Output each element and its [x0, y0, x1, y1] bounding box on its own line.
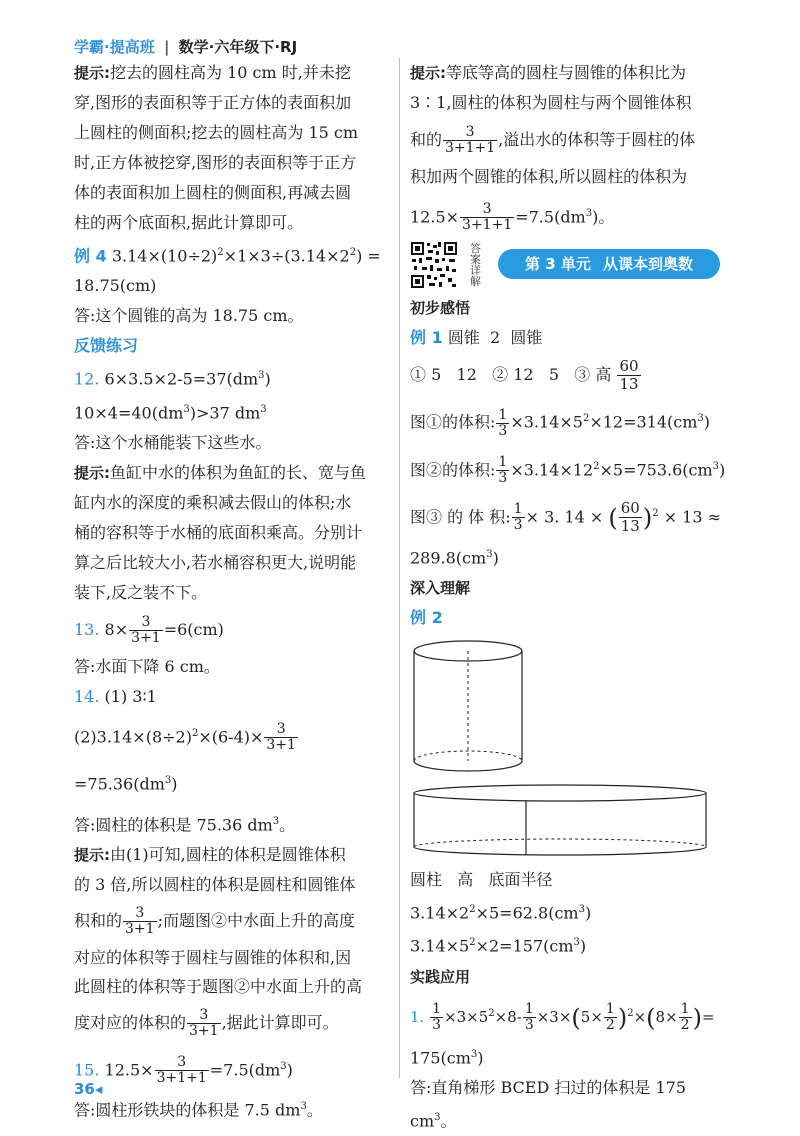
- example-1: [410, 323, 730, 353]
- example-2-text: 圆柱 高 底面半径: [410, 870, 553, 890]
- question-12: [74, 361, 392, 428]
- formula-text: ): [579, 936, 587, 956]
- hint-block-right: [410, 58, 730, 239]
- unit-banner: [410, 241, 730, 289]
- question-12-answer: 答:这个水桶能装下这些水。: [74, 432, 272, 452]
- question-1: 1. $\frac{1}{3}$ $\times 3\times 5^2\times 8-$ $\frac{1}{3}$ ×3×(5× $\frac{1}{2}$ )$^2$×(8× $\frac{1}{2}$ )=: [410, 1001, 715, 1034]
- answer-text: 。: [440, 1111, 457, 1131]
- numerator: 60: [619, 357, 639, 376]
- hint-line: 体的表面积加上圆柱的侧面积,再减去圆: [74, 183, 352, 202]
- superscript: 2: [627, 1007, 634, 1019]
- question-number: 15.: [74, 1060, 100, 1080]
- formula-text: × 3. 14 ×: [525, 507, 604, 527]
- superscript: 3: [486, 548, 493, 560]
- question-15-answer: [74, 1092, 392, 1125]
- question-15: [74, 1045, 392, 1092]
- answer-text: 。: [279, 814, 296, 834]
- section-title-first-feel: 初步感悟: [410, 299, 471, 318]
- hint-line: 缸内水的深度的乘积减去假山的体积;水: [74, 492, 352, 512]
- hint-label: 提示:: [74, 463, 110, 482]
- formula-text: ×5=62.8(cm: [475, 903, 579, 923]
- superscript: 3: [697, 413, 704, 425]
- page-number-text: 36: [74, 1080, 95, 1098]
- formula-label: 图②的体积:: [410, 459, 496, 479]
- denominator: 13: [620, 517, 640, 536]
- formula-text: =6(cm): [163, 619, 224, 639]
- superscript: 3: [573, 937, 580, 949]
- fraction: [679, 1002, 692, 1033]
- answer-text: 答:圆柱的体积是 75.36 dm: [74, 814, 273, 834]
- formula-result: 18.75(cm): [74, 276, 157, 296]
- formula-result: 175(cm: [410, 1048, 471, 1068]
- formula-text: ×1×3÷(3.14×2: [223, 246, 350, 266]
- unit-title: 从课本到奥数: [602, 255, 693, 274]
- question-14-part-1: [74, 682, 392, 712]
- fraction: [604, 1002, 617, 1033]
- unit-title-banner: [498, 249, 720, 279]
- page-number: [74, 1080, 102, 1098]
- hint-block-12: [74, 458, 392, 608]
- formula-text: =7.5(dm: [209, 1060, 281, 1080]
- hint-line: 和的: [410, 130, 443, 149]
- hint-line: 挖去的圆柱高为 10 cm 时,并未挖: [110, 63, 351, 82]
- numerator: 3: [460, 202, 514, 218]
- denominator: 3+1+1: [462, 217, 513, 234]
- running-header: [74, 36, 297, 57]
- numerator: 3: [264, 722, 298, 738]
- denominator: 3: [498, 469, 508, 486]
- hint-line: 对应的体积等于圆柱与圆锥的体积和,因: [74, 947, 352, 967]
- numerator: 1: [524, 1001, 534, 1018]
- superscript: 3: [280, 1060, 287, 1072]
- hint-line: ;而题图②中水面上升的高度: [157, 910, 355, 930]
- formula-result: ): [477, 1048, 484, 1068]
- question-number: 12.: [74, 369, 100, 389]
- hint-label: 提示:: [74, 64, 110, 82]
- superscript: 3: [300, 1101, 307, 1113]
- denominator: 3: [498, 422, 508, 439]
- numerator: 3: [129, 615, 163, 631]
- superscript: 3: [578, 904, 585, 916]
- fraction: [430, 1002, 443, 1033]
- superscript: 3: [258, 370, 265, 382]
- formula-text: 8×: [655, 1007, 678, 1026]
- numerator: 1: [680, 1001, 690, 1018]
- answer-text: 答:圆柱形铁块的体积是 7.5 dm: [74, 1100, 301, 1120]
- superscript: 3: [434, 1112, 441, 1124]
- fraction: [264, 722, 298, 753]
- formula-text: =75.36(dm: [74, 774, 165, 794]
- denominator: 2: [680, 1017, 690, 1034]
- denominator: 2: [605, 1017, 615, 1034]
- formula-text: 8×: [104, 619, 129, 639]
- figure-2-volume: [410, 445, 730, 492]
- formula-text: ): [703, 412, 711, 432]
- superscript: 2: [652, 507, 659, 519]
- formula-text: ×3×: [536, 1007, 572, 1026]
- hint-line: 装下,反之装不下。: [74, 582, 208, 602]
- figure-3-result: [410, 540, 730, 573]
- superscript: 2: [191, 727, 199, 739]
- column-divider: [399, 58, 400, 1078]
- hint-label: 提示:: [74, 845, 110, 864]
- qr-label: 答案详解: [470, 242, 481, 289]
- question-number: 14.: [74, 686, 100, 706]
- denominator: 3+1: [125, 920, 155, 937]
- formula-text: 5×: [580, 1007, 603, 1026]
- denominator: 3: [524, 1017, 534, 1034]
- hint-line: 算之后比较大小,若水桶容积更大,说明能: [74, 552, 357, 572]
- formula-text: ) =: [356, 246, 381, 266]
- hint-line: 时,正方体被挖穿,图形的表面积等于正方: [74, 153, 357, 172]
- superscript: 2: [217, 247, 224, 258]
- formula-text: 3.14×(10÷2): [111, 246, 218, 266]
- section-title-practice: 实践应用: [410, 967, 471, 986]
- fraction: [123, 906, 157, 937]
- example-label: 例 2: [410, 608, 443, 628]
- numerator: 1: [498, 406, 508, 423]
- formula-text: 12.5×: [410, 207, 460, 227]
- hint-line: 由(1)可知,圆柱的体积是圆锥体积: [110, 844, 346, 864]
- example-1-line-2: [410, 353, 730, 397]
- fraction: [619, 500, 642, 535]
- example-4-answer: 答:这个圆锥的高为 18.75 cm。: [74, 306, 304, 326]
- formula-text: ): [719, 459, 726, 479]
- formula-result: ): [492, 548, 499, 568]
- left-column: [74, 58, 392, 1126]
- formula-text: ×8-: [494, 1007, 522, 1026]
- formula-result: 289.8(cm: [410, 548, 487, 568]
- fraction: [523, 1002, 536, 1033]
- superscript: 2: [469, 937, 476, 949]
- section-title-feedback: 反馈练习: [74, 336, 139, 356]
- example-label: 例 1: [410, 328, 443, 348]
- formula-label: 图①的体积:: [410, 412, 496, 432]
- formula-text: ×3.14×12: [510, 459, 594, 479]
- fraction: [129, 615, 163, 646]
- question-number: 13.: [74, 619, 100, 639]
- hint-line: 积和的: [74, 910, 123, 930]
- numerator: 1: [605, 1001, 615, 1018]
- formula-text: ×3×5: [444, 1007, 489, 1026]
- denominator: 3+1: [131, 629, 161, 646]
- denominator: 13: [619, 375, 639, 394]
- formula-text: ): [584, 903, 592, 923]
- hint-line: 上圆柱的侧面积;挖去的圆柱高为 15 cm: [74, 123, 359, 142]
- superscript: 2: [593, 460, 600, 472]
- numerator: 1: [432, 1001, 442, 1018]
- formula-text: 10×4=40(dm: [74, 402, 184, 422]
- formula-text: =: [701, 1007, 715, 1026]
- formula-text: )。: [592, 207, 615, 227]
- fraction: [617, 358, 640, 393]
- fraction: [496, 408, 509, 439]
- question-1-result: [410, 1040, 730, 1073]
- formula-text: 3.14×5: [410, 936, 470, 956]
- formula-text: ): [264, 369, 271, 389]
- question-13-answer: 答:水面下降 6 cm。: [74, 656, 220, 676]
- hint-line: ,据此计算即可。: [221, 1012, 339, 1032]
- denominator: 3+1: [266, 737, 296, 754]
- hint-line: 桶的容积等于水桶的底面积乘高。分别计: [74, 522, 363, 542]
- formula-text: 3.14×2: [410, 903, 470, 923]
- question-number: 1.: [410, 1007, 425, 1026]
- numerator: 3: [187, 1008, 221, 1024]
- fraction: [512, 502, 525, 533]
- formula-text: ×2=157(cm: [475, 936, 574, 956]
- formula-text: ×: [633, 1007, 647, 1026]
- denominator: 3+1+1: [156, 1070, 207, 1087]
- right-column: [410, 58, 730, 1136]
- example-2-calc-2: [410, 928, 730, 961]
- question-14-answer: [74, 807, 392, 840]
- page-arrow-icon: ◂: [94, 1080, 103, 1098]
- formula-text: ): [286, 1060, 293, 1080]
- hint-line: 柱的两个底面积,据此计算即可。: [74, 213, 304, 232]
- example-label: 例 4: [74, 246, 107, 266]
- numerator: 1: [513, 501, 523, 518]
- superscript: 3: [260, 403, 267, 415]
- denominator: 3+1+1: [445, 140, 496, 156]
- example-2-label-line: [410, 603, 730, 633]
- formula-text: × 13 ≈: [663, 507, 722, 527]
- hint-line: 等底等高的圆柱与圆锥的体积比为: [446, 63, 687, 82]
- formula-text: ): [171, 774, 178, 794]
- hint-line: 度对应的体积的: [74, 1012, 187, 1032]
- formula-text: ×3.14×5: [510, 412, 583, 432]
- formula-text: =7.5(dm: [515, 207, 586, 227]
- question-14-part-2: [74, 712, 392, 807]
- formula-text: ×5=753.6(cm: [599, 459, 713, 479]
- hint-line: 3∶1,圆柱的体积为圆柱与两个圆锥体积: [410, 93, 692, 112]
- section-title-deep-understanding: 深入理解: [410, 579, 471, 598]
- formula-text: 12.5×: [104, 1060, 154, 1080]
- subject-title: 数学·六年级下·RJ: [178, 38, 298, 56]
- formula-text: )>37 dm: [189, 402, 261, 422]
- denominator: 3+1: [189, 1022, 219, 1039]
- question-1-answer: [410, 1073, 730, 1136]
- fraction: [443, 125, 497, 156]
- qr-code-icon[interactable]: [410, 241, 468, 289]
- superscript: 3: [712, 460, 720, 472]
- flat-cylinder-figure: [410, 781, 710, 861]
- formula-text: (1) 3∶1: [104, 686, 157, 706]
- superscript: 3: [470, 1048, 478, 1060]
- fraction: [187, 1008, 221, 1039]
- hint-label: 提示:: [410, 64, 446, 82]
- numerator: 3: [123, 906, 157, 922]
- hint-line: 鱼缸中水的体积为鱼缸的长、宽与鱼: [110, 462, 367, 482]
- answer-text: 。: [306, 1100, 323, 1120]
- numerator: 3: [443, 125, 497, 141]
- numerator: 60: [620, 499, 640, 518]
- formula-text: (2)3.14×(8÷2): [74, 727, 192, 747]
- answer-text: 答:直角梯形 BCED 扫过的体积是 175 cm: [410, 1078, 686, 1131]
- hint-line: 积加两个圆锥的体积,所以圆柱的体积为: [410, 167, 688, 186]
- superscript: 3: [164, 775, 172, 787]
- superscript: 3: [183, 403, 190, 415]
- superscript: 3: [585, 208, 593, 219]
- figure-3-volume: 图③ 的 体 积: $\frac{1}{3}$ × 3. 14 × ( $\frac{60}{13}$ )$^2$ × 13 ≈: [410, 499, 722, 536]
- hint-line: 此圆柱的体积等于题图②中水面上升的高: [74, 976, 363, 996]
- numerator: 1: [498, 453, 508, 470]
- hint-line: 的 3 倍,所以圆柱的体积是圆柱和圆锥体: [74, 874, 356, 894]
- example-text: ① 5 12 ② 12 5 ③ 高: [410, 365, 612, 385]
- denominator: 3: [432, 1017, 442, 1034]
- superscript: 2: [582, 413, 590, 425]
- brand-title: 学霸·提高班: [74, 38, 155, 56]
- formula-label: 图③ 的 体 积:: [410, 507, 511, 527]
- hint-block-1: [74, 58, 392, 238]
- fraction: [155, 1055, 209, 1086]
- fraction: [496, 455, 509, 486]
- header-separator: |: [163, 38, 170, 56]
- formula-text: 6×3.5×2-5=37(dm: [104, 369, 259, 389]
- formula-text: ×12=314(cm: [589, 412, 698, 432]
- example-text: 圆锥 2 圆锥: [447, 328, 543, 348]
- tall-cylinder-figure: [410, 637, 526, 777]
- denominator: 3: [513, 517, 523, 534]
- superscript: 3: [272, 815, 280, 827]
- figure-1-volume: [410, 397, 730, 444]
- numerator: 3: [155, 1055, 209, 1071]
- hint-block-14: [74, 840, 392, 1045]
- unit-number: 第 3 单元: [525, 255, 591, 274]
- hint-line: ,溢出水的体积等于圆柱的体: [498, 130, 696, 149]
- example-4: [74, 238, 392, 301]
- superscript: 2: [469, 904, 476, 916]
- example-2-calc-1: [410, 895, 730, 928]
- question-13: [74, 608, 392, 652]
- formula-text: ×(6-4)×: [198, 727, 264, 747]
- superscript: 2: [488, 1007, 495, 1019]
- superscript: 2: [349, 247, 357, 258]
- fraction: [460, 202, 514, 233]
- hint-line: 穿,图形的表面积等于正方体的表面积加: [74, 93, 352, 112]
